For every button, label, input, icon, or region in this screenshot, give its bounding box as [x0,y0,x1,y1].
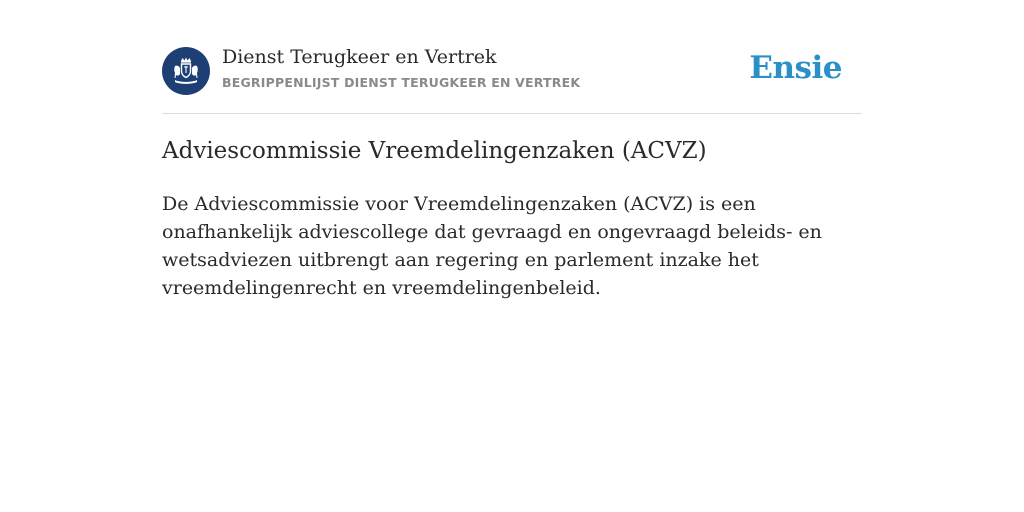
organization-subtitle: BEGRIPPENLIJST DIENST TERUGKEER EN VERTREK [222,75,581,90]
ensie-brand-link[interactable]: Ensie [749,50,842,86]
term-definition: De Adviescommissie voor Vreemdelingenzaken (ACVZ) is een onafhankelijk adviescollege dat gevraagd en ongevraagd beleids- en wetsadviezen uitbrengt aan regering en parlement inzake het vreemdelingenrecht en vreemdelingenbeleid. [162,193,822,299]
organization-title: Dienst Terugkeer en Vertrek [222,46,497,68]
page-container [162,0,862,299]
coat-of-arms-icon [162,47,210,95]
coat-of-arms-glyph [169,54,203,88]
term-heading: Adviescommissie Vreemdelingenzaken (ACVZ) [162,138,707,164]
page-header [162,0,862,114]
